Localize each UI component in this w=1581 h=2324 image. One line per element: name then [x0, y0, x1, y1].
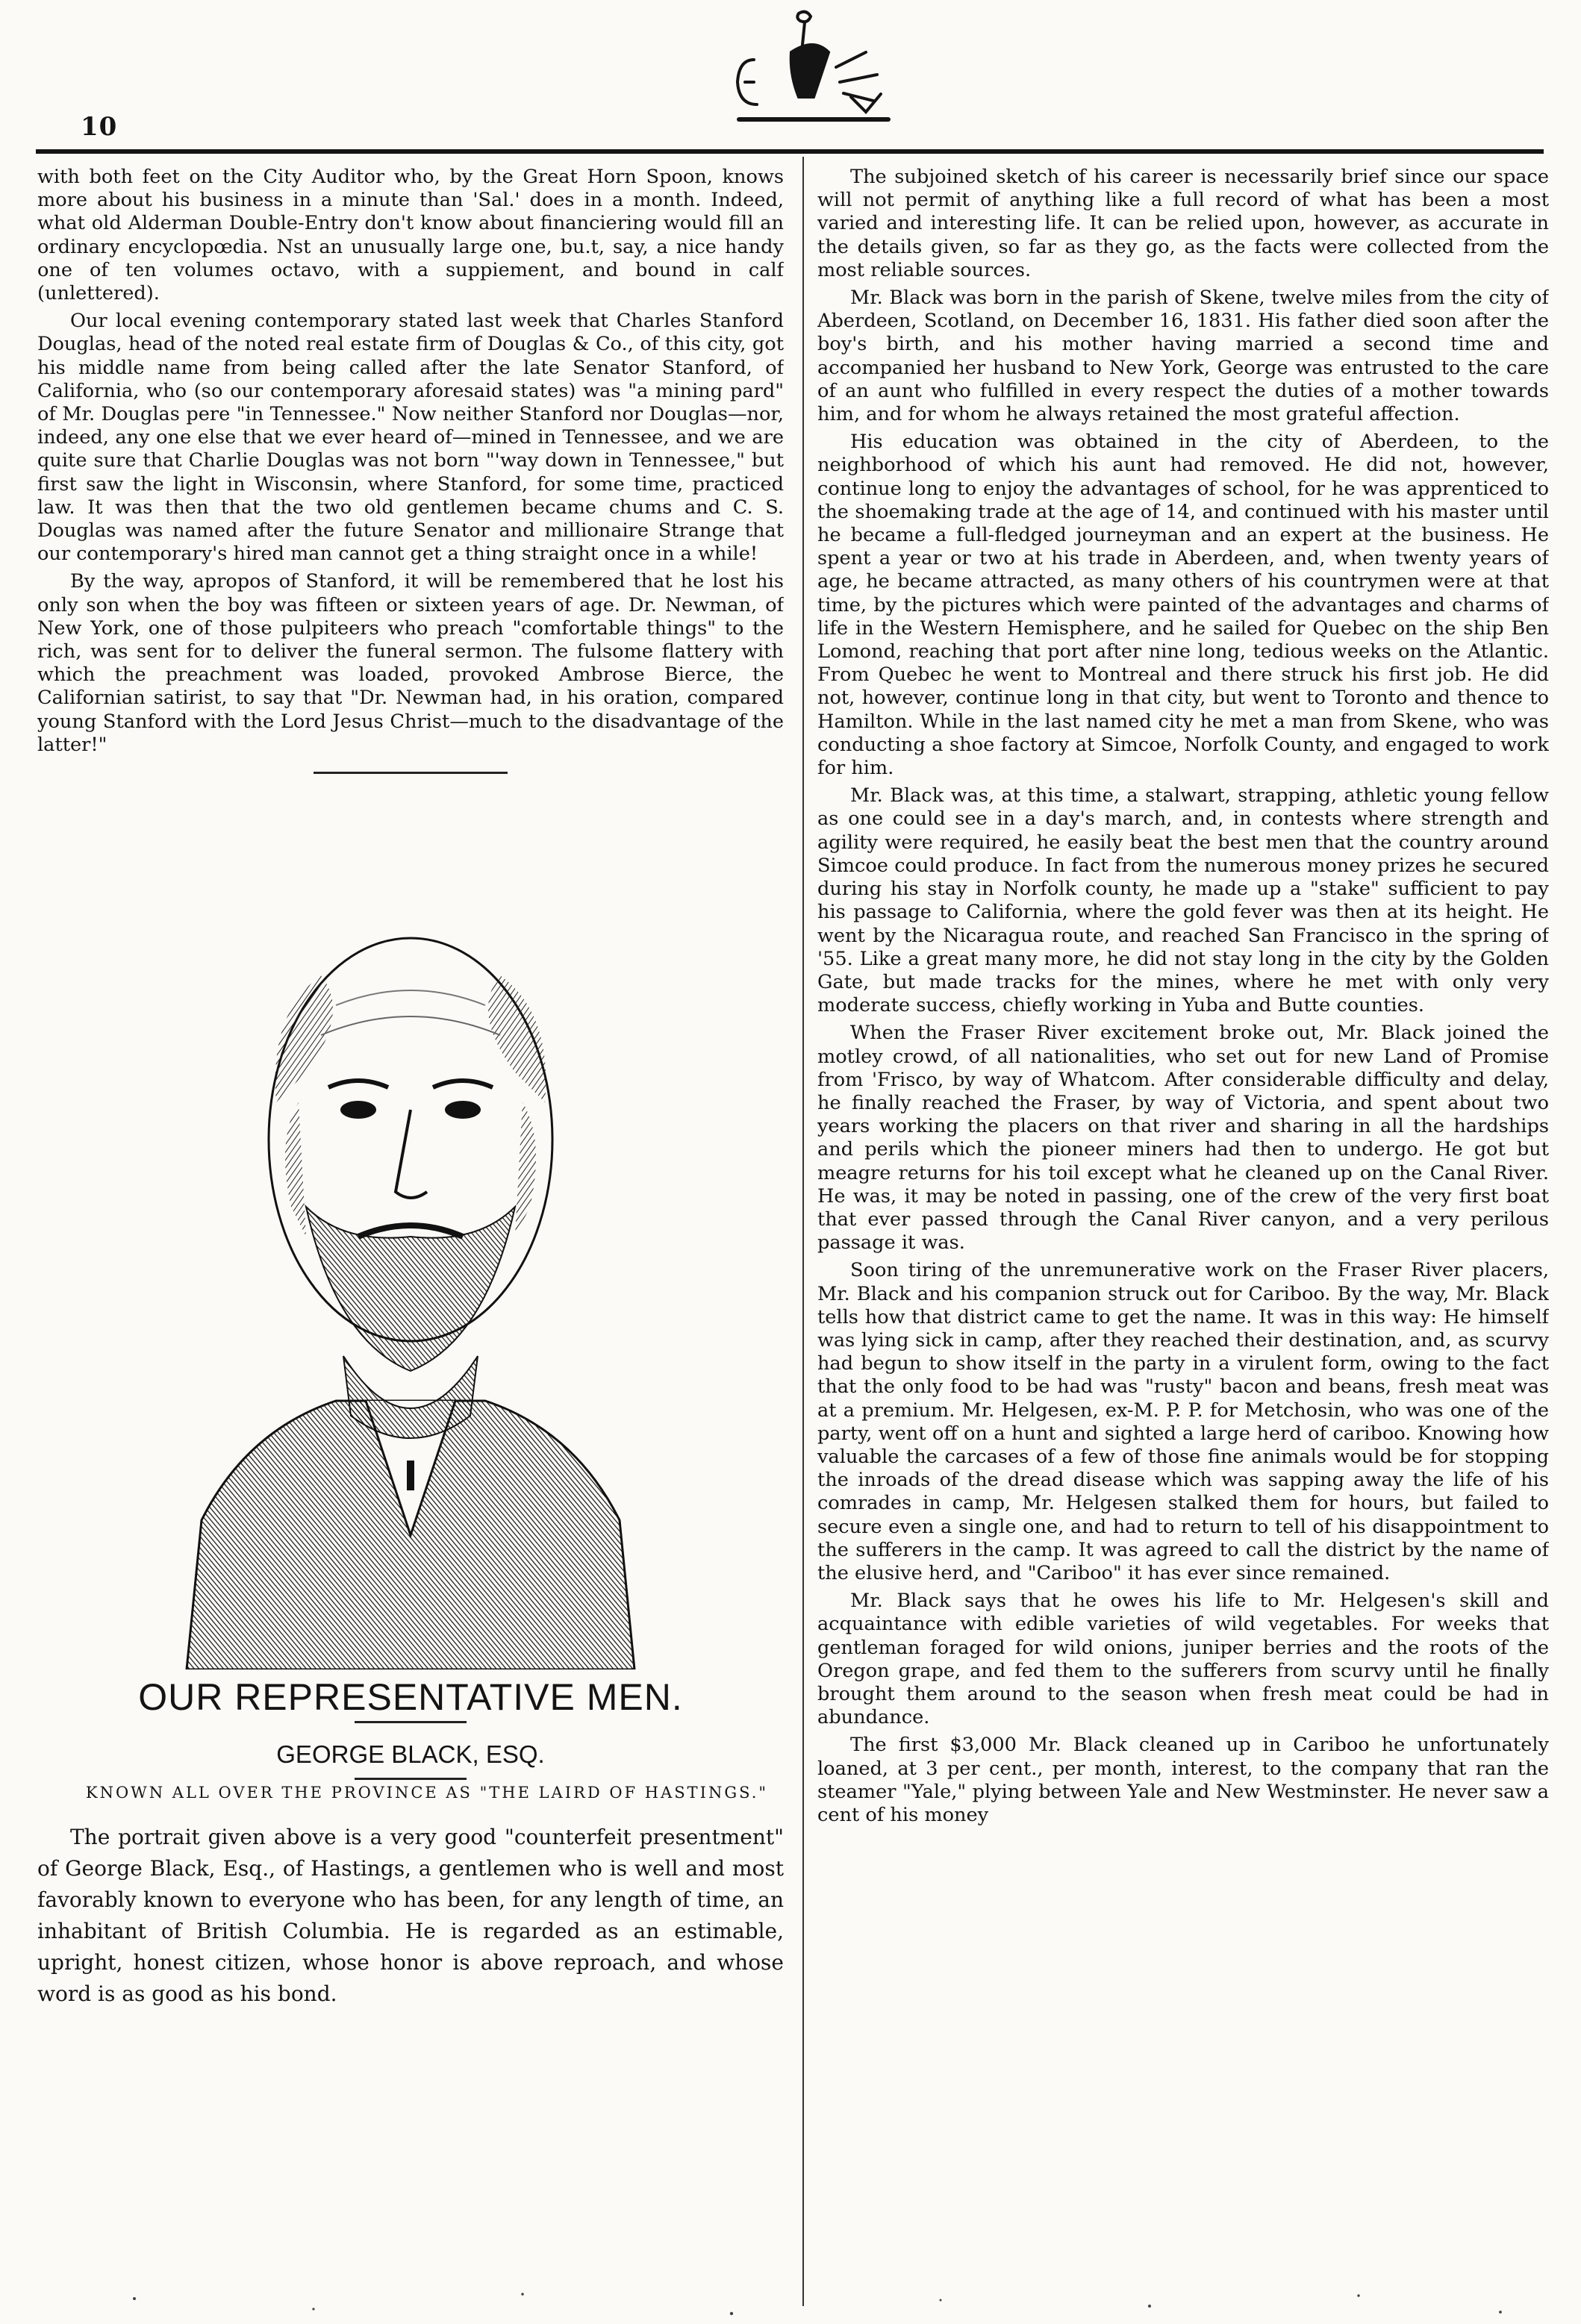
left-column: [37, 166, 784, 2315]
column-divider: [802, 157, 804, 2306]
portrait-engraving: [157, 789, 664, 1669]
right-paragraph-5: When the Fraser River excitement broke out, Mr. Black joined the motley crowd, of all nationalities, who set out for new Land of Promise from 'Frisco, by way of Whatcom. After considerable difficulty and delay, he finally reached the Fraser, by way of Victoria, and spent about two years working the placers on that river and sharing in all the hardships and perils which the pioneer miners had then to undergo. He got but meagre returns for his toil except what he cleaned up on the Canal River. He was, it may be noted in passing, one of the crew of the very first boat that ever passed through the Canal River canyon, and a very perilous passage it was.: [817, 1022, 1549, 1255]
headline-rule: [355, 1721, 467, 1723]
right-paragraph-7: Mr. Black says that he owes his life to Mr. Helgesen's skill and acquaintance with edible varieties of wild vegetables. For weeks that gentleman foraged for wild onions, juniper berries and the roots of the Oregon grape, and fed them to the sufferers from scurvy until he finally brought them around to the season when fresh meat could be had in abundance.: [817, 1590, 1549, 1729]
right-paragraph-1: The subjoined sketch of his career is necessarily brief since our space will not permit of anything like a full record of what has been a most varied and interesting life. It can be relied upon, however, as accurate in the details given, so far as they go, as the facts were collected from the most reliable sources.: [817, 166, 1549, 281]
left-paragraph-3: By the way, apropos of Stanford, it will be remembered that he lost his only son when the boy was fifteen or sixteen years of age. Dr. Newman, of New York, one of those pulpiteers who preach "comfortable things" to the rich, was sent for to deliver the funeral sermon. The fulsome flattery with which the preachment was loaded, provoked Ambrose Bierce, the Californian satirist, to say that "Dr. Newman had, in his oration, compared young Stanford with the Lord Jesus Christ—much to the disadvantage of the latter!": [37, 570, 784, 756]
feature-intro-paragraph: The portrait given above is a very good "counterfeit presentment" of George Black, Esq., of Hastings, a gentlemen who is well and most favorably known to everyone who has been, for any length of time, an inhabitant of British Columbia. He is regarded as an estimable, upright, honest citizen, whose honor is above reproach, and whose word is as good as his bond.: [37, 1825, 784, 2007]
right-paragraph-4: Mr. Black was, at this time, a stalwart, strapping, athletic young fellow as one could see in a day's march, and, in contests where strength and agility were required, he easily beat the best men that the country around Simcoe could produce. In fact from the numerous money prizes he secured during his stay in Norfolk county, he made up a "stake" sufficient to pay his passage to California, where the gold fever was then at its height. He went by the Nicaragua route, and reached San Francisco in the spring of '55. Like a great many more, he did not stay long in the city by the Golden Gate, but made tracks for the mines, where he met with only very moderate success, chiefly working in Yuba and Butte counties.: [817, 784, 1549, 1017]
right-paragraph-3: His education was obtained in the city of Aberdeen, to the neighborhood of which his aunt had removed. He did not, however, continue long to enjoy the advantages of school, for he was apprenticed to the shoemaking trade at the age of 14, and continued with his master until he became a full-fledged journeyman and an expert at the business. He spent a year or two at his trade in Aberdeen, and, when twenty years of age, he became attracted, as many others of his countrymen were at that time, by the pictures which were painted of the advantages and charms of life in the Western Hemisphere, and he sailed for Quebec on the ship Ben Lomond, reaching that port after nine long, tedious weeks on the Atlantic. From Quebec he went to Montreal and there struck his first job. He did not, however, continue long in that city, but went to Toronto and thence to Hamilton. While in the last named city he met a man from Skene, who was conducting a shoe factory at Simcoe, Norfolk County, and engaged to work for him.: [817, 431, 1549, 780]
feature-kicker: KNOWN ALL OVER THE PROVINCE AS "THE LAIRD OF HASTINGS.": [85, 1784, 769, 1802]
right-column: [817, 166, 1549, 2315]
right-paragraph-8: The first $3,000 Mr. Black cleaned up in Cariboo he unfortunately loaned, at 3 per cent., per month, interest, to the company that ran the steamer "Yale," plying between Yale and New Westminster. He never saw a cent of his money: [817, 1734, 1549, 1827]
scan-speckle: [0, 2284, 1581, 2324]
right-paragraph-2: Mr. Black was born in the parish of Skene, twelve miles from the city of Aberdeen, Scotland, on December 16, 1831. His father died soon after the boy's birth, and his mother having married a second time and accompanied her husband to New York, George was entrusted to the care of an aunt who fulfilled in every respect the duties of a mother towards him, and for whom he always retained the most grateful affection.: [817, 287, 1549, 426]
left-paragraph-1: with both feet on the City Auditor who, by the Great Horn Spoon, knows more about his business in a minute than 'Sal.' does in a month. Indeed, what old Alderman Double-Entry don't know about financiering would fill an ordinary encyclopœdia. Nst an unusually large one, bu.t, say, a nice handy one of ten volumes octavo, with a suppiement, and bound in calf (unlettered).: [37, 166, 784, 305]
section-rule: [314, 772, 508, 774]
left-paragraph-2: Our local evening contemporary stated last week that Charles Stanford Douglas, head of the noted real estate firm of Douglas & Co., of this city, got his middle name from being called after the late Senator Stanford, of California, who (so our contemporary aforesaid states) was "a mining pard" of Mr. Douglas pere "in Tennessee." Now neither Stanford nor Douglas—nor, indeed, any one else that we ever heard of—mined in Tennessee, and we are quite sure that Charlie Douglas was not born "'way down in Tennessee," but first saw the light in Wisconsin, where Stanford, for some time, practiced law. It was then that the two old gentlemen became chums and C. S. Douglas was named after the future Senator and millionaire Strange that our contemporary's hired man cannot get a thing straight once in a while!: [37, 310, 784, 566]
feature-subhead: GEORGE BLACK, ESQ.: [276, 1740, 545, 1769]
hornet-masthead-logo: [709, 7, 903, 134]
right-paragraph-6: Soon tiring of the unremunerative work on the Fraser River placers, Mr. Black and his companion struck out for Cariboo. By the way, Mr. Black tells how that district came to get the name. It was in this way: He himself was lying sick in camp, after they reached their destination, and, as scurvy had begun to show itself in the party in a virulent form, owing to the fact that the only food to be had was "rusty" bacon and beans, fresh meat was at a premium. Mr. Helgesen, ex-M. P. P. for Metchosin, who was one of the party, went off on a hunt and sighted a large herd of cariboo. Knowing how valuable the carcases of a few of those fine animals would be for stopping the inroads of the dread disease which was sapping away the life of his comrades in camp, Mr. Helgesen stalked them for hours, but failed to secure even a single one, and had to return to tell of his disappointment to the sufferers in the camp. It was agreed to call the district by the name of the elusive herd, and "Cariboo" it has ever since remained.: [817, 1259, 1549, 1584]
page-number: 10: [81, 112, 118, 142]
header-rule: [36, 149, 1544, 154]
feature-headline: OUR REPRESENTATIVE MEN.: [138, 1676, 683, 1719]
